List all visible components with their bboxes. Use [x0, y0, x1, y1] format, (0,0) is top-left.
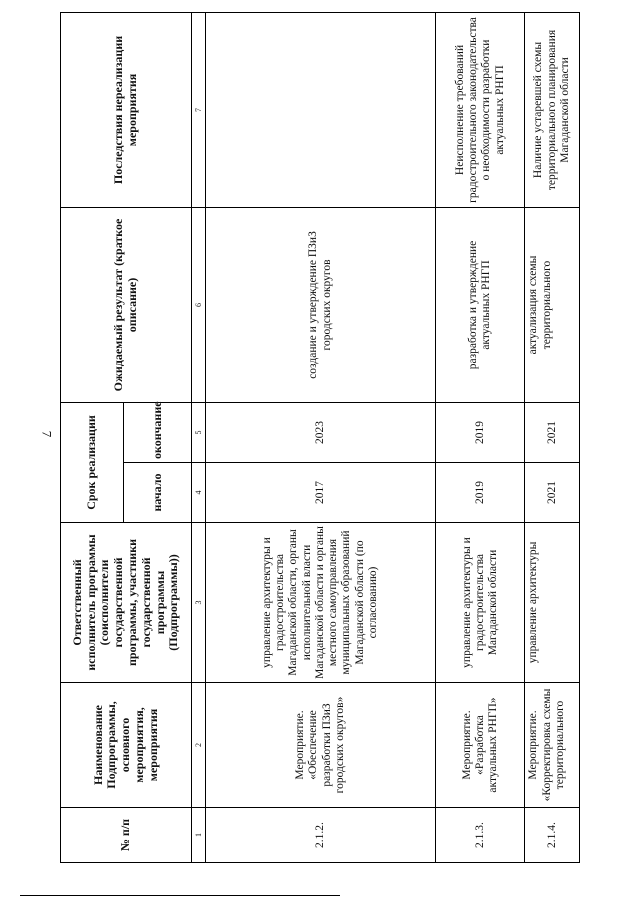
row-num: 2.1.4. — [525, 808, 580, 863]
header-name: Наименование Подпрограммы, основного мероприятия, мероприятия — [61, 683, 192, 808]
index-row — [192, 12, 206, 862]
page-number: 7 — [39, 430, 55, 438]
row-result: актуализация схемы территориального — [525, 207, 580, 402]
table-row — [525, 12, 580, 862]
header-term: Срок реализации — [61, 402, 124, 522]
index-cell: 3 — [192, 523, 206, 683]
table-row — [205, 12, 436, 862]
row-consequence: Неисполнение требований градостроительного законодательства о необходимости разработки актуальных РНГП — [436, 12, 525, 207]
header-start: начало — [123, 463, 191, 523]
row-name: Мероприятие. «Разработка актуальных РНГП» — [436, 683, 525, 808]
row-consequence — [205, 12, 436, 207]
rotated-table-container — [60, 13, 580, 863]
table-row — [436, 12, 525, 862]
header-consequence: Последствия нереализации мероприятия — [61, 12, 192, 207]
row-num: 2.1.3. — [436, 808, 525, 863]
row-executor: управление архитектуры — [525, 523, 580, 683]
row-end: 2021 — [525, 402, 580, 462]
row-start: 2021 — [525, 463, 580, 523]
header-executor: Ответственный исполнитель программы (соисполнители государственной программы, участники государственной программы (Подпрограммы)) — [61, 523, 192, 683]
row-name: Мероприятие. «Обеспечение разработки ПЗиЗ городских округов» — [205, 683, 436, 808]
header-num: № п/п — [61, 808, 192, 863]
index-cell: 2 — [192, 683, 206, 808]
row-start: 2017 — [205, 463, 436, 523]
row-name: Мероприятие. «Корректировка схемы территориального — [525, 683, 580, 808]
measures-table — [60, 12, 580, 863]
row-consequence: Наличие устаревшей схемы территориального планирования Магаданской области — [525, 12, 580, 207]
index-cell: 6 — [192, 207, 206, 402]
index-cell: 5 — [192, 402, 206, 462]
page-bottom-rule — [20, 895, 340, 896]
index-cell: 7 — [192, 12, 206, 207]
row-end: 2019 — [436, 402, 525, 462]
header-result: Ожидаемый результат (краткое описание) — [61, 207, 192, 402]
row-start: 2019 — [436, 463, 525, 523]
row-result: разработка и утверждение актуальных РНГП — [436, 207, 525, 402]
index-cell: 1 — [192, 808, 206, 863]
row-result: создание и утверждение ПЗиЗ городских округов — [205, 207, 436, 402]
row-num: 2.1.2. — [205, 808, 436, 863]
row-executor: управление архитектуры и градостроительства Магаданской области — [436, 523, 525, 683]
row-executor: управление архитектуры и градостроительства Магаданской области, органы исполнительной власти Магаданской области и органы местного самоуправления муниципальных образований Магаданской области (по согласованию) — [205, 523, 436, 683]
row-end: 2023 — [205, 402, 436, 462]
index-cell: 4 — [192, 463, 206, 523]
header-end: окончание — [123, 402, 191, 462]
